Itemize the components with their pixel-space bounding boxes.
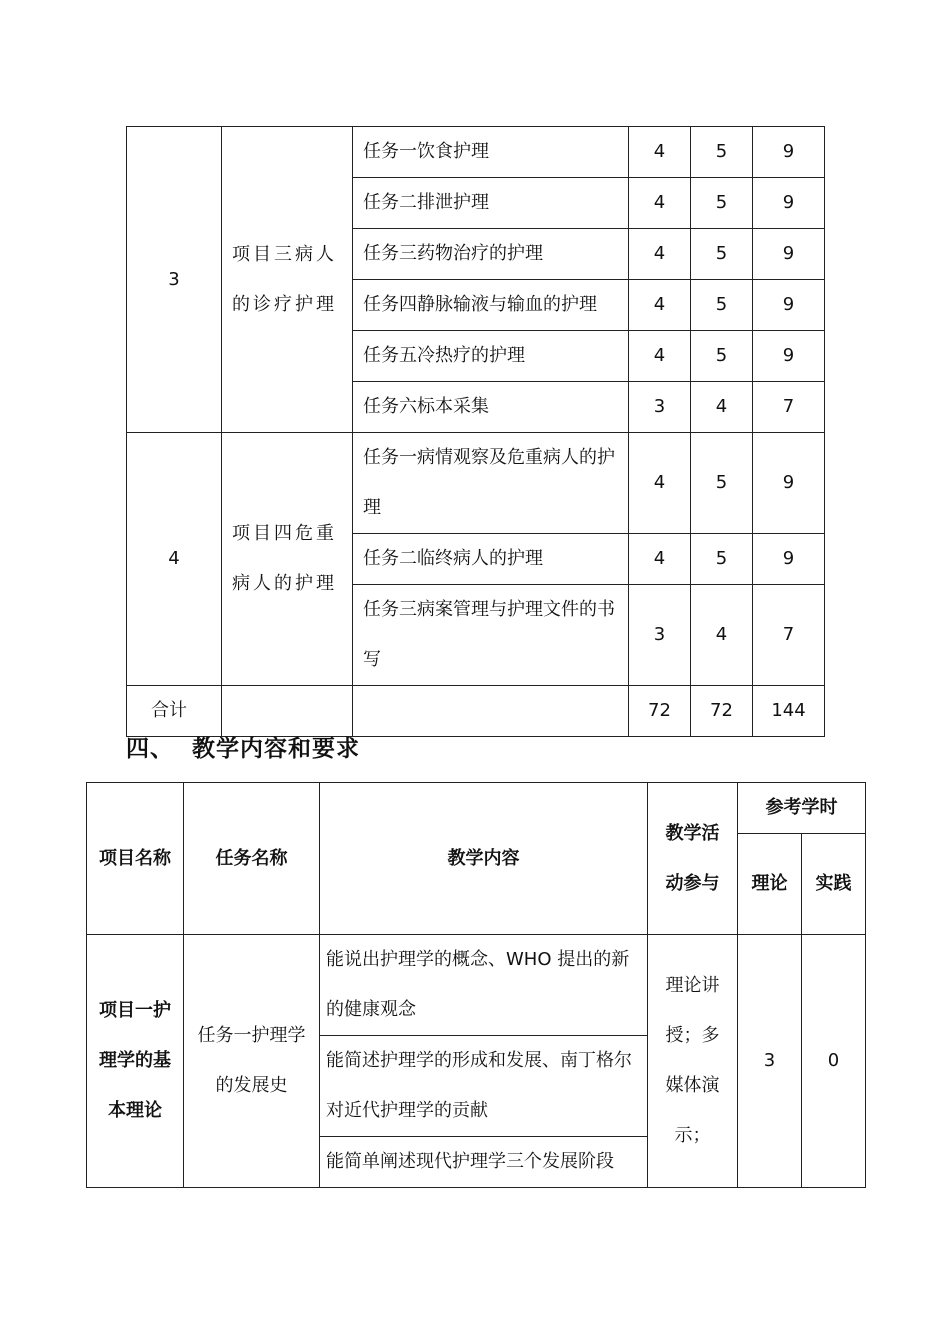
total-row bbox=[127, 686, 825, 737]
total-hours: 7 bbox=[753, 382, 825, 433]
content-item: 能说出护理学的概念、WHO 提出的新的健康观念 bbox=[320, 935, 647, 1036]
row-contents bbox=[320, 935, 648, 1188]
header-theory: 理论 bbox=[738, 834, 802, 935]
project-number: 4 bbox=[127, 433, 222, 686]
theory-hours: 4 bbox=[629, 433, 691, 534]
total-sum: 144 bbox=[753, 686, 825, 737]
table-row bbox=[127, 127, 825, 178]
total-hours: 9 bbox=[753, 280, 825, 331]
row-project: 项目一护理学的基本理论 bbox=[87, 935, 184, 1188]
theory-hours: 4 bbox=[629, 127, 691, 178]
section-title: 教学内容和要求 bbox=[192, 736, 360, 762]
practice-hours: 5 bbox=[691, 178, 753, 229]
practice-hours: 4 bbox=[691, 585, 753, 686]
content-item: 能简述护理学的形成和发展、南丁格尔对近代护理学的贡献 bbox=[320, 1036, 647, 1137]
theory-hours: 4 bbox=[629, 534, 691, 585]
total-theory: 72 bbox=[629, 686, 691, 737]
practice-hours: 5 bbox=[691, 229, 753, 280]
table-row bbox=[127, 433, 825, 534]
header-practice: 实践 bbox=[802, 834, 866, 935]
theory-hours: 4 bbox=[629, 331, 691, 382]
row-theory: 3 bbox=[738, 935, 802, 1188]
row-activity: 理论讲授；多媒体演示； bbox=[648, 935, 738, 1188]
content-item: 能简单阐述现代护理学三个发展阶段 bbox=[326, 1151, 614, 1172]
theory-hours: 3 bbox=[629, 585, 691, 686]
task-name: 任务一饮食护理 bbox=[353, 127, 629, 178]
header-content: 教学内容 bbox=[320, 783, 648, 935]
task-name: 任务三药物治疗的护理 bbox=[353, 229, 629, 280]
task-name: 任务三病案管理与护理文件的书写 bbox=[353, 585, 629, 686]
header-project: 项目名称 bbox=[87, 783, 184, 935]
theory-hours: 4 bbox=[629, 178, 691, 229]
practice-hours: 5 bbox=[691, 534, 753, 585]
theory-hours: 3 bbox=[629, 382, 691, 433]
theory-hours: 4 bbox=[629, 229, 691, 280]
total-hours: 9 bbox=[753, 127, 825, 178]
total-hours: 9 bbox=[753, 178, 825, 229]
task-name: 任务五冷热疗的护理 bbox=[353, 331, 629, 382]
table-row bbox=[87, 935, 866, 1188]
total-hours: 9 bbox=[753, 433, 825, 534]
task-name: 任务六标本采集 bbox=[353, 382, 629, 433]
project-name: 项目四危重病人的护理 bbox=[222, 433, 353, 686]
total-practice: 72 bbox=[691, 686, 753, 737]
total-label: 合计 bbox=[127, 686, 222, 737]
row-practice: 0 bbox=[802, 935, 866, 1188]
practice-hours: 5 bbox=[691, 433, 753, 534]
total-hours: 9 bbox=[753, 534, 825, 585]
header-task: 任务名称 bbox=[184, 783, 320, 935]
header-activity: 教学活动参与 bbox=[648, 783, 738, 935]
task-name: 任务二临终病人的护理 bbox=[353, 534, 629, 585]
row-task: 任务一护理学的发展史 bbox=[184, 935, 320, 1188]
project-number: 3 bbox=[127, 127, 222, 433]
schedule-table bbox=[126, 126, 825, 737]
section-heading bbox=[126, 732, 360, 772]
section-number: 四、 bbox=[126, 736, 174, 762]
content-table bbox=[86, 782, 866, 1188]
total-hours: 9 bbox=[753, 331, 825, 382]
empty-cell bbox=[353, 686, 629, 737]
empty-cell bbox=[222, 686, 353, 737]
header-ref-hours: 参考学时 bbox=[738, 783, 866, 834]
total-hours: 7 bbox=[753, 585, 825, 686]
practice-hours: 5 bbox=[691, 331, 753, 382]
practice-hours: 4 bbox=[691, 382, 753, 433]
theory-hours: 4 bbox=[629, 280, 691, 331]
task-name: 任务一病情观察及危重病人的护理 bbox=[353, 433, 629, 534]
total-hours: 9 bbox=[753, 229, 825, 280]
project-name: 项目三病人的诊疗护理 bbox=[222, 127, 353, 433]
practice-hours: 5 bbox=[691, 127, 753, 178]
task-name: 任务四静脉输液与输血的护理 bbox=[353, 280, 629, 331]
task-name: 任务二排泄护理 bbox=[353, 178, 629, 229]
header-row bbox=[87, 783, 866, 834]
practice-hours: 5 bbox=[691, 280, 753, 331]
